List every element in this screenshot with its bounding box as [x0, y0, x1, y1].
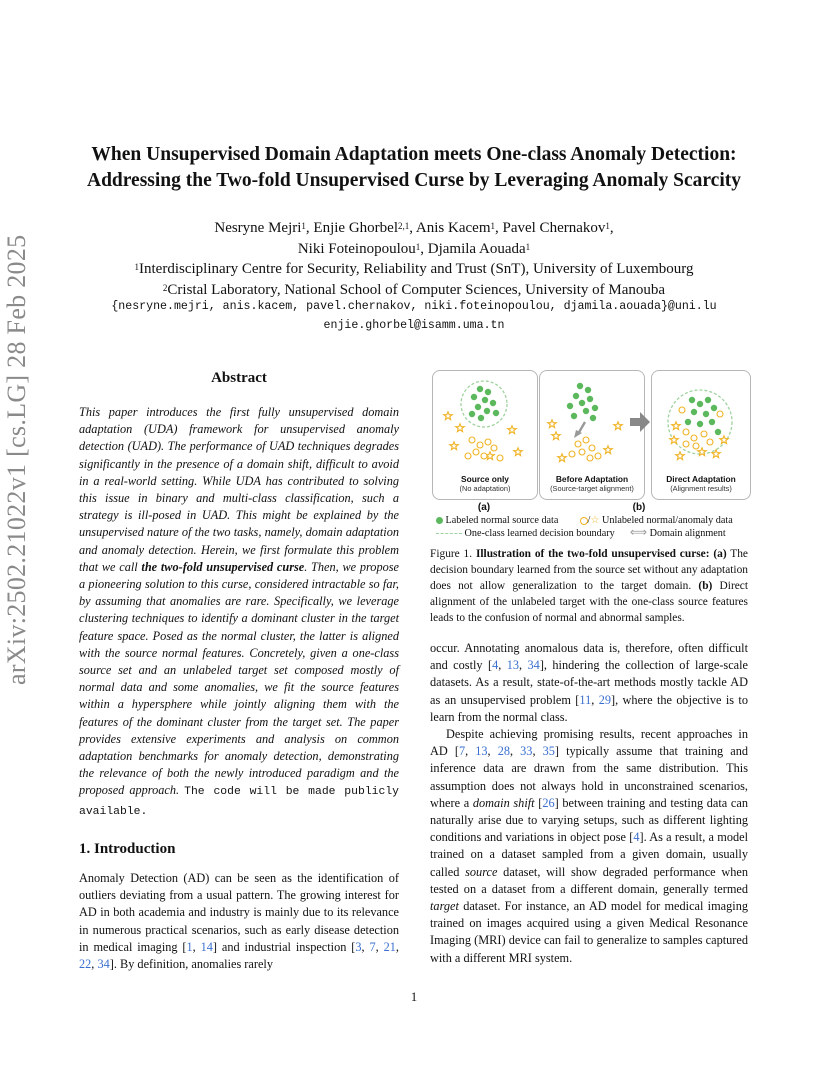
email-line-1[interactable]: {nesryne.mejri, anis.kacem, pavel.chernakov, niki.foteinopoulou, djamila.aouada}@uni.lu	[111, 300, 717, 313]
affiliation-mark: 1	[525, 241, 531, 252]
citation-link[interactable]: 35	[542, 744, 555, 759]
panel-a-caption	[432, 474, 538, 493]
panel-b-title: Before Adaptation	[555, 474, 629, 484]
caption-text: :	[705, 548, 714, 560]
author-block	[60, 218, 768, 300]
subfigure-label-a: (a)	[477, 502, 491, 513]
figure-1	[430, 368, 750, 540]
figure-1-caption	[430, 546, 748, 626]
body-text: ] between training and testing data can naturally arise due to varying setups, such as different lighting conditions and variations in object pose [	[430, 795, 748, 845]
author-line-2: Niki Foteinopoulou$^1$, Djamila Aouada$^1$	[297, 240, 531, 257]
panel-a-subtitle: (No adaptation)	[459, 484, 511, 493]
arxiv-identifier: arXiv:2502.21022v1 [cs.LG] 28 Feb 2025	[2, 234, 31, 685]
abstract-emphasis: the two-fold unsupervised curse	[141, 559, 305, 574]
body-text: ], where the objective is to learn from the normal class.	[430, 692, 748, 724]
author-line-1: Nesryne Mejri$^1$, Enjie Ghorbel$^{2,1}$, Anis Kacem$^1$, Pavel Chernakov$^1$,	[214, 220, 614, 236]
code-availability-note: The code will be made publicly available.	[79, 786, 399, 818]
body-text: occur. Annotating anomalous data is, therefore, often difficult and costly [	[430, 641, 748, 673]
author-name: Nesryne Mejri	[214, 220, 302, 236]
citation-link[interactable]: 1	[186, 939, 193, 954]
author-name: Niki Foteinopoulou	[297, 240, 416, 257]
abstract-body	[79, 404, 399, 821]
body-text: ]. By definition, anomalies rarely	[109, 957, 273, 972]
subfigure-label-b: (b)	[632, 502, 646, 513]
author-name: Djamila Aouada	[427, 240, 526, 257]
citation-link[interactable]: 11	[579, 692, 592, 707]
citation-link[interactable]: 29	[598, 692, 611, 707]
caption-text: Direct alignment of the unlabeled target with the one-class source features leads to the confusion of normal and abnormal samples.	[430, 580, 749, 624]
title-line-1: When Unsupervised Domain Adaptation meets One-class Anomaly Detection:	[91, 144, 737, 165]
citation-link[interactable]: 7	[458, 744, 466, 759]
caption-prefix: Figure 1.	[430, 548, 473, 560]
legend-alignment-label: Domain alignment	[649, 528, 726, 539]
panel-c-art	[668, 390, 732, 460]
abstract-text: . Then, we propose a pioneering solution to this curse, considered intractable so far, by assuming that anomalies are rare. Specifically, we leverage clustering techniques to identify a dominant cluster in the target feature space. Posed as the normal cluster, the latter is aligned with the source normal features. Concretely, given a one-class source set and an unlabeled target set composed mostly of normal data and some anomalies, we fit the source features within a hypersphere while jointly aligning them with the features of the dominant cluster from the target set. The paper provides extensive experiments and analysis on common adaptation benchmarks for anomaly detection, demonstrating the relevance of both the newly introduced paradigm and the proposed approach.	[79, 559, 399, 798]
citation-link[interactable]: 4	[492, 658, 499, 673]
dashed-boundary-icon	[436, 533, 462, 534]
panel-c-caption	[648, 474, 754, 493]
citation-link[interactable]: 4	[633, 830, 640, 845]
affiliation-text: Cristal Laboratory, National School of Computer Sciences, University of Manouba	[167, 281, 666, 298]
author-name: Pavel Chernakov	[502, 220, 606, 236]
author-name: Anis Kacem	[415, 220, 491, 236]
panel-b-subtitle: (Source-target alignment)	[550, 484, 634, 493]
citation-link[interactable]: 3	[355, 939, 362, 954]
paragraph-domain-shift: Despite achieving promising results, recent approaches in AD [7, 13, 28, 33, 35] typically assume that training and inference data are drawn from the same distribution. This assumption does not always hold in unconstrained scenarios, where a domain shift [26] between training and testing data can naturally arise due to varying setups, such as different lighting conditions and variations in object pose [4]. As a result, a model trained on a dataset sampled from a given domain, usually called source dataset, will show degraded performance when tested on a dataset from a different domain, generally termed target dataset. For instance, an AD model for medical imaging trained on images acquired using a given Medical Resonance Imaging (MRI) device can fail to generalize to samples captured with a different MRI system.	[430, 727, 749, 965]
panel-b-art	[548, 383, 622, 462]
citation-link[interactable]: 34	[527, 658, 540, 673]
affiliation-1	[60, 259, 768, 280]
body-text: dataset. For instance, an AD model for medical imaging trained on images acquired using a given Medical Resonance Imaging (MRI) device can fail to generalize to samples captured with a different MRI system.	[430, 899, 748, 965]
citation-link[interactable]: 21	[383, 939, 396, 954]
panel-a-title: Source only	[461, 474, 509, 484]
yellow-ring-icon	[580, 517, 588, 525]
figure-legend	[436, 515, 746, 540]
section-heading-introduction: 1. Introduction	[79, 841, 176, 857]
paragraph-continuation: occur. Annotating anomalous data is, therefore, often difficult and costly [4, 13, 34], hindering the collection of large-scale datasets. As a result, state-of-the-art methods mostly tackle AD as an unsupervised problem [11, 29], where the objective is to learn from the normal class.	[430, 641, 748, 724]
body-text: ], hindering the collection of large-scale datasets. As a result, state-of-the-art methods mostly tackle AD as an unsupervised problem [	[430, 658, 748, 707]
caption-label-a: (a)	[713, 548, 727, 560]
page-number: 1	[410, 990, 418, 1004]
affiliation-text: Interdisciplinary Centre for Security, Reliability and Trust (SnT), University of Luxembourg	[139, 261, 694, 277]
citation-link[interactable]: 7	[369, 939, 376, 954]
citation-link[interactable]: 13	[475, 744, 488, 759]
double-arrow-icon: ⟺	[629, 525, 648, 539]
email-line-2[interactable]: enjie.ghorbel@isamm.uma.tn	[323, 319, 505, 332]
legend-row-2	[436, 525, 746, 540]
emphasis-text: source	[465, 864, 498, 879]
legend-normal-label: Labeled normal source data	[445, 515, 559, 526]
legend-separator: /	[587, 515, 591, 526]
citation-link[interactable]: 13	[506, 658, 520, 673]
panel-b-caption	[539, 474, 645, 493]
title-line-2: Addressing the Two-fold Unsupervised Curse by Leveraging Anomaly Scarcity	[86, 170, 741, 191]
affiliation-mark: 1	[301, 221, 306, 231]
body-text: ] typically assume that training and inference data are drawn from the same distribution. This assumption does not always hold in unconstrained scenarios, where a	[430, 744, 749, 810]
body-text: Despite achieving promising results, recent approaches in AD [	[430, 727, 748, 759]
legend-unlabeled-label: Unlabeled normal/anomaly data	[602, 515, 733, 526]
right-column-text	[430, 640, 748, 967]
emphasis-text: domain shift	[472, 795, 535, 810]
affiliation-mark: 2	[162, 282, 168, 293]
email-block	[60, 297, 768, 335]
panel-a-art	[444, 381, 522, 461]
affiliation-mark: 1	[605, 221, 610, 231]
abstract-heading: Abstract	[211, 370, 267, 386]
caption-label-b: (b)	[698, 580, 713, 592]
figure-scatter-art	[430, 370, 750, 474]
affiliation-mark: 1	[415, 241, 421, 252]
body-text: ]. As a result, a model trained on a dataset sampled from a given domain, usually called	[430, 830, 748, 879]
abstract-text: This paper introduces the first fully unsupervised domain adaptation (UDA) framework for unsupervised anomaly detection (UAD). The performance of UAD techniques degrades significantly in the presence of a domain shift, difficult to avoid in a real-world setting. While UDA has contributed to solving this issue in binary and multi-class classification, such a strategy is ill-posed in UAD. This might be explained by the unsupervised nature of the two tasks, namely, domain adaptation and anomaly detection. Herein, we first formulate this problem that we call	[79, 405, 399, 574]
citation-link[interactable]: 33	[520, 744, 533, 759]
body-text: ] and industrial inspection [	[212, 939, 356, 954]
affiliation-mark: 1	[134, 262, 139, 272]
body-text: Anomaly Detection (AD) can be seen as the identification of outliers deviating from a usual pattern. The growing interest for AD in both academia and industry is mainly due to its relevance in numerous practical scenarios, such as early disease detection in medical imaging [	[79, 871, 399, 954]
citation-link[interactable]: 28	[497, 744, 510, 759]
paper-title	[60, 142, 768, 194]
body-text: dataset, will show degraded performance when tested on a dataset from a different domain, generally termed	[430, 864, 749, 896]
citation-link[interactable]: 26	[542, 795, 555, 810]
affiliation-mark: 1	[490, 221, 495, 231]
green-dot-icon	[436, 517, 443, 524]
panel-c-subtitle: (Alignment results)	[670, 484, 732, 493]
yellow-star-icon: ☆	[590, 515, 600, 526]
caption-text: The decision boundary learned from the source set without any adaptation does not allow generalization to the target domain.	[430, 548, 748, 592]
legend-boundary-label: One-class learned decision boundary	[464, 528, 615, 539]
citation-link[interactable]: 22	[79, 957, 92, 972]
body-text: [	[534, 795, 543, 810]
panel-c-title: Direct Adaptation	[666, 474, 736, 484]
introduction-paragraph: Anomaly Detection (AD) can be seen as the identification of outliers deviating from a usual pattern. The growing interest for AD in both academia and industry is mainly due to its relevance in numerous practical scenarios, such as early disease detection in medical imaging [1, 14] and industrial inspection [3, 7, 21, 22, 34]. By definition, anomalies rarely	[79, 871, 399, 972]
citation-link[interactable]: 34	[97, 957, 110, 972]
affiliation-mark: 2,1	[397, 221, 410, 231]
emphasis-text: target	[430, 899, 459, 914]
caption-bold-title: Illustration of the two-fold unsupervised curse	[475, 548, 706, 560]
citation-link[interactable]: 14	[200, 939, 213, 954]
author-name: Enjie Ghorbel	[313, 220, 398, 236]
adaptation-arrow-icon	[630, 412, 650, 432]
